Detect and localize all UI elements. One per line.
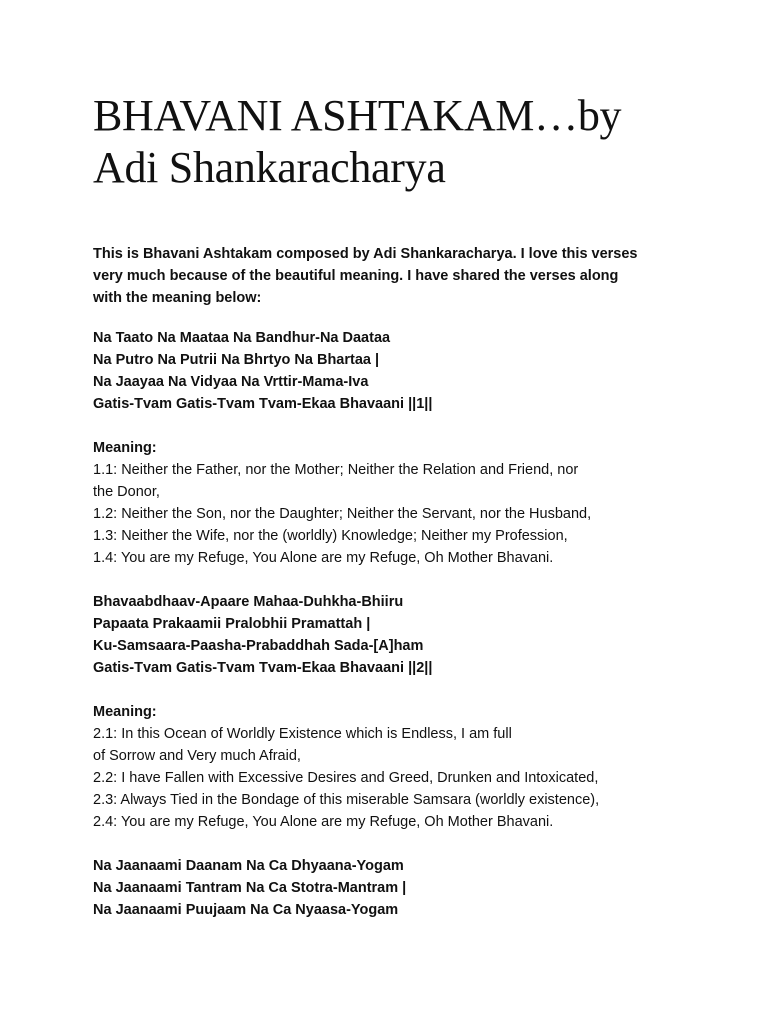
meaning-line: 1.2: Neither the Son, nor the Daughter; Neither the Servant, nor the Husband, — [93, 506, 592, 522]
verse-line: Na Jaayaa Na Vidyaa Na Vrttir-Mama-Iva — [93, 374, 369, 390]
intro-line: with the meaning below: — [93, 290, 262, 306]
intro-line: very much because of the beautiful meaning. I have shared the verses along — [93, 268, 619, 284]
verse-line: Bhavaabdhaav-Apaare Mahaa-Duhkha-Bhiiru — [93, 594, 404, 610]
title-line: Adi Shankaracharya — [93, 143, 446, 192]
verse-line: Gatis-Tvam Gatis-Tvam Tvam-Ekaa Bhavaani ||1|| — [93, 396, 433, 412]
verse-2 — [93, 591, 693, 679]
verse-line: Na Putro Na Putrii Na Bhrtyo Na Bhartaa | — [93, 352, 380, 368]
title-line: BHAVANI ASHTAKAM…by — [93, 91, 622, 140]
verse-line: Na Jaanaami Tantram Na Ca Stotra-Mantram | — [93, 880, 407, 896]
verse-line: Ku-Samsaara-Paasha-Prabaddhah Sada-[A]ham — [93, 638, 424, 654]
verse-line: Gatis-Tvam Gatis-Tvam Tvam-Ekaa Bhavaani ||2|| — [93, 660, 433, 676]
verse-1 — [93, 327, 693, 415]
meaning-line: 2.4: You are my Refuge, You Alone are my Refuge, Oh Mother Bhavani. — [93, 814, 554, 830]
meaning-1 — [93, 437, 693, 569]
intro-line: This is Bhavani Ashtakam composed by Adi Shankaracharya. I love this verses — [93, 246, 638, 262]
meaning-line: 2.3: Always Tied in the Bondage of this miserable Samsara (worldly existence), — [93, 792, 600, 808]
intro-paragraph — [93, 243, 693, 309]
meaning-heading: Meaning: — [93, 704, 157, 720]
meaning-line: of Sorrow and Very much Afraid, — [93, 748, 301, 764]
verse-3 — [93, 855, 693, 921]
meaning-line: 1.1: Neither the Father, nor the Mother; Neither the Relation and Friend, nor — [93, 462, 579, 478]
document-page — [93, 0, 693, 921]
page-title — [93, 0, 693, 194]
meaning-line: 2.1: In this Ocean of Worldly Existence which is Endless, I am full — [93, 726, 512, 742]
verse-line: Papaata Prakaamii Pralobhii Pramattah | — [93, 616, 371, 632]
verse-line: Na Jaanaami Puujaam Na Ca Nyaasa-Yogam — [93, 902, 399, 918]
meaning-line: 2.2: I have Fallen with Excessive Desires and Greed, Drunken and Intoxicated, — [93, 770, 599, 786]
verse-line: Na Jaanaami Daanam Na Ca Dhyaana-Yogam — [93, 858, 404, 874]
meaning-heading: Meaning: — [93, 440, 157, 456]
meaning-line: 1.3: Neither the Wife, nor the (worldly) Knowledge; Neither my Profession, — [93, 528, 568, 544]
verse-line: Na Taato Na Maataa Na Bandhur-Na Daataa — [93, 330, 391, 346]
meaning-line: 1.4: You are my Refuge, You Alone are my Refuge, Oh Mother Bhavani. — [93, 550, 554, 566]
meaning-2 — [93, 701, 693, 833]
meaning-line: the Donor, — [93, 484, 160, 500]
